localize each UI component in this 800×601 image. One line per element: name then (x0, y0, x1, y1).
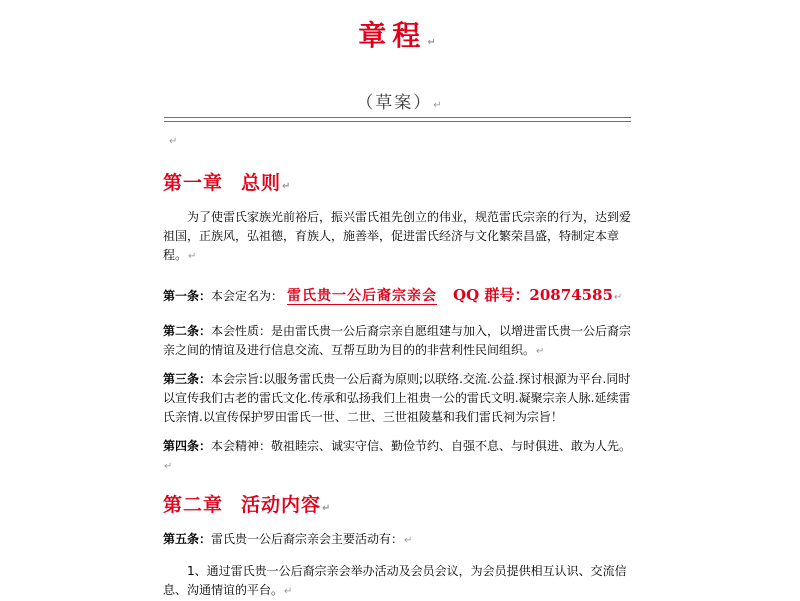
article-2: 第二条：本会性质：是由雷氏贵一公后裔宗亲自愿组建与加入，以增进雷氏贵一公后裔宗亲之间的情谊及进行信息交流、互帮互助为目的的非营利性民间组织。↵ (163, 324, 632, 357)
document-subtitle: （草案）↵ (356, 93, 444, 113)
chapter-1-heading: 第一章 总则↵ (163, 172, 292, 194)
document-title: 章程↵ (358, 19, 442, 52)
article-5: 第五条：雷氏贵一公后裔宗亲会主要活动有：↵ (163, 532, 413, 546)
chapter-2-heading: 第二章 活动内容↵ (163, 494, 332, 516)
article-4: 第四条：本会精神：敬祖睦宗、诚实守信、勤俭节约、自强不息、与时俱进、敢为人先。↵ (163, 439, 632, 472)
preamble-paragraph: 为了使雷氏家族光前裕后，振兴雷氏祖先创立的伟业，规范雷氏宗亲的行为，达到爱祖国，正族风，弘祖德，育族人，施善举，促进雷氏经济与文化繁荣昌盛，特制定本章程。↵ (163, 210, 632, 262)
article-3: 第三条：本会宗旨:以服务雷氏贵一公后裔为原则;以联络.交流.公益.探讨根源为平台.同时以宣传我们古老的雷氏文化.传承和弘扬我们上祖贵一公的雷氏文明.凝聚宗亲人脉.延续雷氏亲情.以宣传保护罗田雷氏一世、二世、三世祖陵墓和我们雷氏祠为宗旨！ (163, 372, 631, 424)
header-rule-bottom (164, 121, 631, 122)
paragraph-mark: ↵ (169, 136, 178, 147)
qq-group-number: QQ 群号：20874585 (453, 286, 613, 304)
association-name: 雷氏贵一公后裔宗亲会 (287, 288, 438, 304)
header-rule-top (164, 117, 631, 118)
list-item-1: 1、通过雷氏贵一公后裔宗亲会举办活动及会员会议，为会员提供相互认识、交流信息、沟通情谊的平台。↵ (163, 564, 627, 597)
article-1: 第一条：本会定名为： 雷氏贵一公后裔宗亲会 QQ 群号：20874585↵ (163, 286, 623, 304)
